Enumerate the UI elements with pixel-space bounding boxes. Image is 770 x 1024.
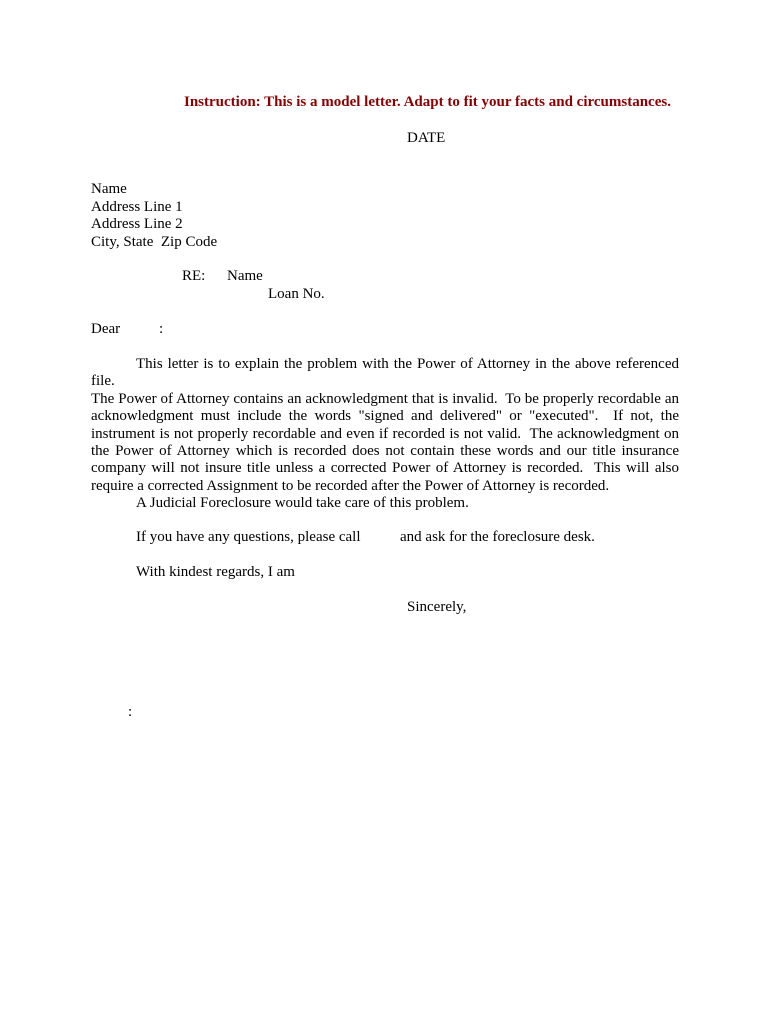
salutation-dear: Dear — [91, 321, 121, 337]
regards-line: With kindest regards, I am — [136, 564, 295, 580]
recipient-name: Name — [91, 181, 127, 197]
body-line: acknowledgment must include the words "signed and delivered" or "executed". If not, the — [91, 408, 679, 425]
re-loan-number: Loan No. — [268, 286, 325, 302]
body-paragraph — [91, 356, 679, 495]
body-line: The Power of Attorney contains an acknowledgment that is invalid. To be properly recordable an — [91, 390, 679, 407]
body-line: company will not insure title unless a corrected Power of Attorney is recorded. This will also — [91, 460, 679, 477]
salutation-colon: : — [159, 321, 164, 337]
body-line: require a corrected Assignment to be recorded after the Power of Attorney is recorded. — [91, 477, 610, 494]
instruction-note: Instruction: This is a model letter. Adapt to fit your facts and circumstances. — [184, 94, 671, 110]
city-state-zip: City, State Zip Code — [91, 233, 218, 250]
signature-colon: : — [128, 704, 133, 720]
address-line-2: Address Line 2 — [91, 216, 183, 233]
questions-line-end: and ask for the foreclosure desk. — [400, 529, 595, 545]
body-line: instrument is not properly recordable and even if recorded is not valid. The acknowledgment on — [91, 425, 679, 442]
body-line: the Power of Attorney which is recorded does not contain these words and our title insurance — [91, 443, 679, 460]
questions-line-start: If you have any questions, please call — [136, 529, 361, 545]
address-line-1: Address Line 1 — [91, 198, 183, 215]
closing-sincerely: Sincerely, — [407, 599, 467, 615]
body-line: This letter is to explain the problem with the Power of Attorney in the above referenced file. — [91, 356, 679, 390]
judicial-foreclosure-line: A Judicial Foreclosure would take care of this problem. — [136, 495, 469, 511]
recipient-address — [91, 181, 217, 251]
letter-date: DATE — [407, 130, 446, 146]
re-name: Name — [227, 268, 263, 284]
re-label: RE: — [182, 268, 206, 284]
